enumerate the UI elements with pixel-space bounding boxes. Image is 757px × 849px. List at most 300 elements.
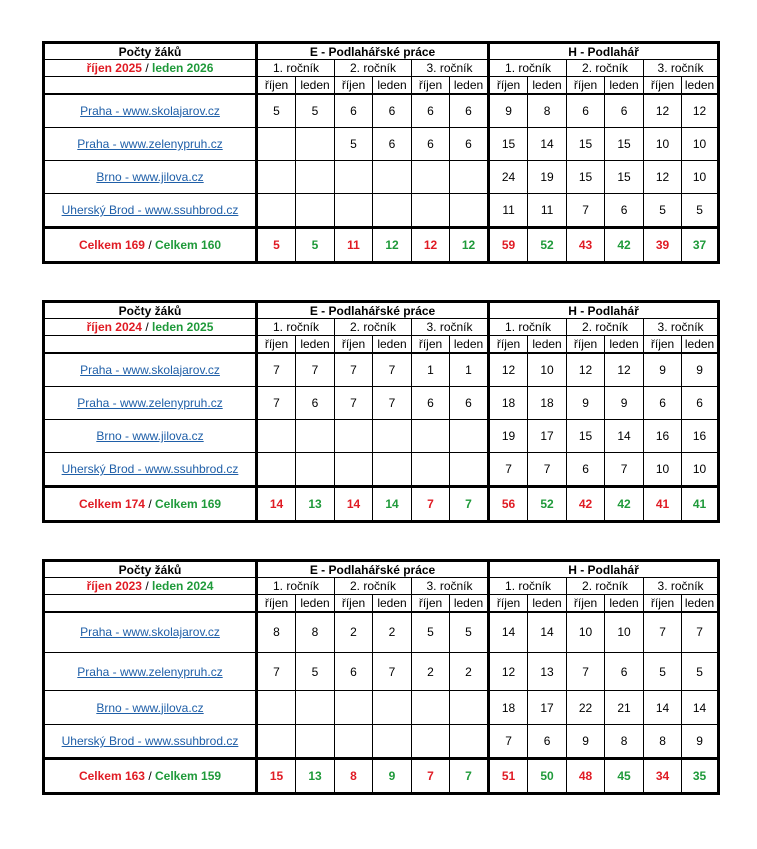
year-header-e-3: 3. ročník	[412, 319, 489, 336]
count-cell	[450, 453, 489, 487]
count-cell: 8	[605, 725, 644, 759]
count-cell: 12	[489, 653, 528, 691]
count-cell	[335, 691, 373, 725]
month-header-rijen: říjen	[489, 336, 528, 353]
count-cell: 19	[489, 420, 528, 453]
count-cell: 1	[412, 353, 450, 387]
empty-header-cell	[44, 595, 257, 612]
period-october: říjen 2025	[86, 61, 142, 75]
count-cell: 10	[682, 453, 719, 487]
group-h-header: H - Podlahář	[489, 43, 719, 60]
year-header-h-1: 1. ročník	[489, 578, 567, 595]
count-cell: 10	[644, 453, 682, 487]
month-header-leden: leden	[296, 336, 335, 353]
count-cell: 14	[528, 612, 567, 653]
count-cell: 5	[296, 94, 335, 128]
count-cell	[335, 725, 373, 759]
year-header-e-2: 2. ročník	[335, 319, 412, 336]
count-cell	[257, 420, 296, 453]
group-h-header: H - Podlahář	[489, 302, 719, 319]
year-header-h-3: 3. ročník	[644, 319, 719, 336]
month-header-rijen: říjen	[257, 595, 296, 612]
count-cell: 7	[373, 353, 412, 387]
count-cell: 7	[257, 387, 296, 420]
group-e-header: E - Podlahářské práce	[257, 43, 489, 60]
count-cell	[373, 194, 412, 228]
count-cell: 6	[450, 387, 489, 420]
count-cell: 6	[450, 128, 489, 161]
count-cell: 2	[373, 612, 412, 653]
total-cell: 14	[373, 487, 412, 522]
count-cell	[257, 128, 296, 161]
count-cell: 8	[528, 94, 567, 128]
count-cell: 6	[296, 387, 335, 420]
total-october: Celkem 174	[78, 497, 145, 511]
count-cell	[335, 194, 373, 228]
count-cell: 9	[605, 387, 644, 420]
total-cell: 7	[450, 487, 489, 522]
count-cell: 19	[528, 161, 567, 194]
count-cell: 21	[605, 691, 644, 725]
header-row-groups	[44, 561, 719, 578]
month-header-leden: leden	[605, 595, 644, 612]
count-cell	[450, 691, 489, 725]
table-grid	[42, 41, 720, 264]
total-cell: 11	[335, 228, 373, 263]
school-link[interactable]: Praha - www.zelenypruh.cz	[44, 128, 257, 161]
count-cell: 2	[450, 653, 489, 691]
total-cell: 12	[450, 228, 489, 263]
school-link[interactable]: Praha - www.skolajarov.cz	[44, 353, 257, 387]
month-header-leden: leden	[682, 336, 719, 353]
count-cell: 5	[644, 194, 682, 228]
count-cell	[296, 420, 335, 453]
month-header-rijen: říjen	[567, 336, 605, 353]
table-row	[44, 420, 719, 453]
group-e-header: E - Podlahářské práce	[257, 302, 489, 319]
year-header-e-2: 2. ročník	[335, 60, 412, 77]
month-header-rijen: říjen	[335, 336, 373, 353]
month-header-rijen: říjen	[257, 336, 296, 353]
total-cell: 52	[528, 487, 567, 522]
count-cell: 12	[644, 94, 682, 128]
school-link[interactable]: Uherský Brod - www.ssuhbrod.cz	[44, 453, 257, 487]
label-pocty-zaku: Počty žáků	[44, 302, 257, 319]
month-header-rijen: říjen	[412, 336, 450, 353]
count-cell: 12	[682, 94, 719, 128]
total-separator: /	[144, 238, 155, 252]
count-cell: 6	[605, 94, 644, 128]
count-cell: 9	[567, 725, 605, 759]
total-january: Celkem 160	[155, 238, 222, 252]
count-cell: 6	[567, 94, 605, 128]
month-header-rijen: říjen	[257, 77, 296, 94]
table-grid	[42, 559, 720, 795]
count-cell: 7	[335, 353, 373, 387]
count-cell: 6	[412, 94, 450, 128]
table-row	[44, 94, 719, 128]
month-header-rijen: říjen	[644, 336, 682, 353]
count-cell: 13	[528, 653, 567, 691]
count-cell: 2	[335, 612, 373, 653]
table-row	[44, 653, 719, 691]
total-cell: 7	[412, 487, 450, 522]
count-cell: 14	[528, 128, 567, 161]
count-cell	[296, 453, 335, 487]
empty-header-cell	[44, 336, 257, 353]
total-cell: 15	[257, 759, 296, 794]
count-cell	[373, 691, 412, 725]
month-header-leden: leden	[296, 595, 335, 612]
count-cell: 10	[528, 353, 567, 387]
total-cell: 34	[644, 759, 682, 794]
total-cell: 35	[682, 759, 719, 794]
school-link[interactable]: Brno - www.jilova.cz	[44, 691, 257, 725]
count-cell: 12	[605, 353, 644, 387]
count-cell: 6	[412, 387, 450, 420]
count-cell: 6	[450, 94, 489, 128]
count-cell	[296, 725, 335, 759]
table-row	[44, 161, 719, 194]
school-link[interactable]: Praha - www.skolajarov.cz	[44, 612, 257, 653]
month-header-leden: leden	[373, 336, 412, 353]
count-cell: 18	[489, 691, 528, 725]
count-cell: 7	[682, 612, 719, 653]
count-cell: 5	[335, 128, 373, 161]
month-header-leden: leden	[605, 77, 644, 94]
count-cell: 17	[528, 691, 567, 725]
count-cell: 14	[605, 420, 644, 453]
count-cell: 9	[644, 353, 682, 387]
month-header-rijen: říjen	[412, 595, 450, 612]
count-cell: 15	[567, 128, 605, 161]
month-header-rijen: říjen	[567, 595, 605, 612]
count-cell: 6	[373, 94, 412, 128]
year-header-e-2: 2. ročník	[335, 578, 412, 595]
table-row	[44, 353, 719, 387]
count-cell	[257, 194, 296, 228]
count-cell: 7	[257, 353, 296, 387]
totals-row	[44, 759, 719, 794]
period-january: leden 2026	[152, 61, 214, 75]
count-cell: 8	[257, 612, 296, 653]
count-cell: 7	[489, 725, 528, 759]
total-cell: 41	[682, 487, 719, 522]
count-cell: 7	[489, 453, 528, 487]
count-cell: 15	[489, 128, 528, 161]
count-cell: 6	[412, 128, 450, 161]
totals-row	[44, 487, 719, 522]
count-cell: 5	[682, 194, 719, 228]
count-cell: 7	[335, 387, 373, 420]
count-cell: 7	[605, 453, 644, 487]
count-cell: 15	[567, 161, 605, 194]
period-label	[44, 578, 257, 595]
count-cell: 15	[605, 161, 644, 194]
month-header-rijen: říjen	[412, 77, 450, 94]
count-cell: 12	[489, 353, 528, 387]
count-cell: 11	[489, 194, 528, 228]
total-label	[44, 228, 257, 263]
year-header-h-2: 2. ročník	[567, 319, 644, 336]
month-header-leden: leden	[450, 336, 489, 353]
total-cell: 59	[489, 228, 528, 263]
label-pocty-zaku: Počty žáků	[44, 561, 257, 578]
total-january: Celkem 169	[155, 497, 222, 511]
count-cell: 11	[528, 194, 567, 228]
total-january: Celkem 159	[155, 769, 222, 783]
count-cell: 12	[567, 353, 605, 387]
count-cell	[450, 161, 489, 194]
count-cell: 10	[567, 612, 605, 653]
total-cell: 52	[528, 228, 567, 263]
total-cell: 14	[257, 487, 296, 522]
count-cell	[335, 420, 373, 453]
school-link[interactable]: Praha - www.zelenypruh.cz	[44, 653, 257, 691]
count-cell: 10	[644, 128, 682, 161]
month-header-leden: leden	[528, 595, 567, 612]
total-cell: 9	[373, 759, 412, 794]
count-cell: 15	[605, 128, 644, 161]
period-label	[44, 60, 257, 77]
year-header-e-1: 1. ročník	[257, 60, 335, 77]
count-cell: 22	[567, 691, 605, 725]
header-row-years	[44, 60, 719, 77]
total-cell: 13	[296, 487, 335, 522]
header-row-groups	[44, 302, 719, 319]
table-row	[44, 453, 719, 487]
count-cell: 16	[644, 420, 682, 453]
total-cell: 50	[528, 759, 567, 794]
month-header-leden: leden	[450, 77, 489, 94]
count-cell: 5	[450, 612, 489, 653]
count-cell	[257, 453, 296, 487]
count-cell: 1	[450, 353, 489, 387]
count-cell: 18	[528, 387, 567, 420]
count-cell: 14	[489, 612, 528, 653]
count-cell: 6	[605, 653, 644, 691]
year-header-h-2: 2. ročník	[567, 60, 644, 77]
count-cell: 7	[257, 653, 296, 691]
month-header-leden: leden	[682, 595, 719, 612]
count-cell: 7	[373, 387, 412, 420]
total-cell: 42	[605, 228, 644, 263]
total-cell: 51	[489, 759, 528, 794]
total-cell: 12	[412, 228, 450, 263]
period-separator: /	[141, 320, 152, 334]
count-cell	[296, 194, 335, 228]
period-separator: /	[141, 579, 152, 593]
count-cell: 6	[335, 94, 373, 128]
count-cell: 7	[296, 353, 335, 387]
year-header-e-1: 1. ročník	[257, 319, 335, 336]
period-january: leden 2025	[152, 320, 214, 334]
month-header-leden: leden	[373, 77, 412, 94]
table-row	[44, 612, 719, 653]
count-cell: 5	[644, 653, 682, 691]
month-header-leden: leden	[373, 595, 412, 612]
total-separator: /	[144, 497, 155, 511]
count-cell: 9	[489, 94, 528, 128]
header-row-months	[44, 336, 719, 353]
total-cell: 13	[296, 759, 335, 794]
count-cell: 10	[605, 612, 644, 653]
total-separator: /	[144, 769, 155, 783]
count-cell	[257, 161, 296, 194]
count-cell: 6	[605, 194, 644, 228]
total-cell: 8	[335, 759, 373, 794]
period-october: říjen 2023	[86, 579, 142, 593]
month-header-rijen: říjen	[335, 595, 373, 612]
total-october: Celkem 163	[78, 769, 145, 783]
year-header-h-3: 3. ročník	[644, 60, 719, 77]
label-pocty-zaku: Počty žáků	[44, 43, 257, 60]
total-cell: 37	[682, 228, 719, 263]
period-january: leden 2024	[152, 579, 214, 593]
count-cell	[450, 420, 489, 453]
year-header-e-3: 3. ročník	[412, 578, 489, 595]
school-link[interactable]: Uherský Brod - www.ssuhbrod.cz	[44, 194, 257, 228]
count-cell	[373, 161, 412, 194]
count-cell	[412, 725, 450, 759]
header-row-years	[44, 319, 719, 336]
total-cell: 7	[450, 759, 489, 794]
count-cell	[335, 161, 373, 194]
month-header-leden: leden	[450, 595, 489, 612]
count-cell: 7	[567, 194, 605, 228]
school-link[interactable]: Praha - www.skolajarov.cz	[44, 94, 257, 128]
total-october: Celkem 169	[78, 238, 145, 252]
count-cell: 14	[644, 691, 682, 725]
header-row-years	[44, 578, 719, 595]
total-cell: 48	[567, 759, 605, 794]
month-header-rijen: říjen	[644, 77, 682, 94]
total-cell: 56	[489, 487, 528, 522]
total-cell: 42	[605, 487, 644, 522]
group-h-header: H - Podlahář	[489, 561, 719, 578]
month-header-rijen: říjen	[489, 595, 528, 612]
count-cell	[296, 161, 335, 194]
count-cell	[296, 691, 335, 725]
count-cell: 16	[682, 420, 719, 453]
count-cell: 9	[567, 387, 605, 420]
month-header-rijen: říjen	[644, 595, 682, 612]
total-cell: 14	[335, 487, 373, 522]
table-row	[44, 194, 719, 228]
count-cell: 7	[644, 612, 682, 653]
month-header-rijen: říjen	[489, 77, 528, 94]
count-cell: 6	[373, 128, 412, 161]
total-cell: 39	[644, 228, 682, 263]
count-cell: 5	[682, 653, 719, 691]
year-header-e-3: 3. ročník	[412, 60, 489, 77]
count-cell: 2	[412, 653, 450, 691]
count-cell: 7	[528, 453, 567, 487]
count-cell: 18	[489, 387, 528, 420]
month-header-leden: leden	[528, 77, 567, 94]
month-header-leden: leden	[296, 77, 335, 94]
total-cell: 5	[296, 228, 335, 263]
count-cell: 8	[296, 612, 335, 653]
month-header-rijen: říjen	[567, 77, 605, 94]
period-october: říjen 2024	[86, 320, 142, 334]
count-cell: 6	[682, 387, 719, 420]
count-cell	[335, 453, 373, 487]
count-cell	[412, 194, 450, 228]
period-label	[44, 319, 257, 336]
table-row	[44, 691, 719, 725]
year-header-h-1: 1. ročník	[489, 319, 567, 336]
count-cell: 6	[335, 653, 373, 691]
school-link[interactable]: Brno - www.jilova.cz	[44, 420, 257, 453]
total-label	[44, 487, 257, 522]
count-cell: 9	[682, 353, 719, 387]
count-cell	[373, 725, 412, 759]
count-cell: 6	[528, 725, 567, 759]
month-header-leden: leden	[528, 336, 567, 353]
count-cell	[257, 691, 296, 725]
total-cell: 42	[567, 487, 605, 522]
header-row-months	[44, 77, 719, 94]
enrollment-table-2	[42, 300, 718, 523]
count-cell	[450, 725, 489, 759]
total-cell: 43	[567, 228, 605, 263]
total-label	[44, 759, 257, 794]
count-cell: 14	[682, 691, 719, 725]
school-link[interactable]: Praha - www.zelenypruh.cz	[44, 387, 257, 420]
count-cell: 9	[682, 725, 719, 759]
header-row-groups	[44, 43, 719, 60]
count-cell: 5	[257, 94, 296, 128]
count-cell	[450, 194, 489, 228]
table-grid	[42, 300, 720, 523]
count-cell: 7	[373, 653, 412, 691]
count-cell: 5	[296, 653, 335, 691]
total-cell: 45	[605, 759, 644, 794]
year-header-h-2: 2. ročník	[567, 578, 644, 595]
count-cell	[412, 420, 450, 453]
count-cell	[412, 453, 450, 487]
period-separator: /	[141, 61, 152, 75]
count-cell: 6	[567, 453, 605, 487]
total-cell: 12	[373, 228, 412, 263]
table-row	[44, 725, 719, 759]
count-cell: 12	[644, 161, 682, 194]
count-cell	[412, 161, 450, 194]
count-cell: 6	[644, 387, 682, 420]
school-link[interactable]: Brno - www.jilova.cz	[44, 161, 257, 194]
year-header-h-3: 3. ročník	[644, 578, 719, 595]
count-cell: 15	[567, 420, 605, 453]
group-e-header: E - Podlahářské práce	[257, 561, 489, 578]
count-cell	[296, 128, 335, 161]
header-row-months	[44, 595, 719, 612]
count-cell	[412, 691, 450, 725]
year-header-h-1: 1. ročník	[489, 60, 567, 77]
count-cell: 10	[682, 161, 719, 194]
enrollment-table-3	[42, 559, 718, 795]
table-row	[44, 387, 719, 420]
table-row	[44, 128, 719, 161]
totals-row	[44, 228, 719, 263]
empty-header-cell	[44, 77, 257, 94]
count-cell: 24	[489, 161, 528, 194]
month-header-leden: leden	[605, 336, 644, 353]
school-link[interactable]: Uherský Brod - www.ssuhbrod.cz	[44, 725, 257, 759]
month-header-rijen: říjen	[335, 77, 373, 94]
count-cell	[373, 420, 412, 453]
count-cell: 17	[528, 420, 567, 453]
